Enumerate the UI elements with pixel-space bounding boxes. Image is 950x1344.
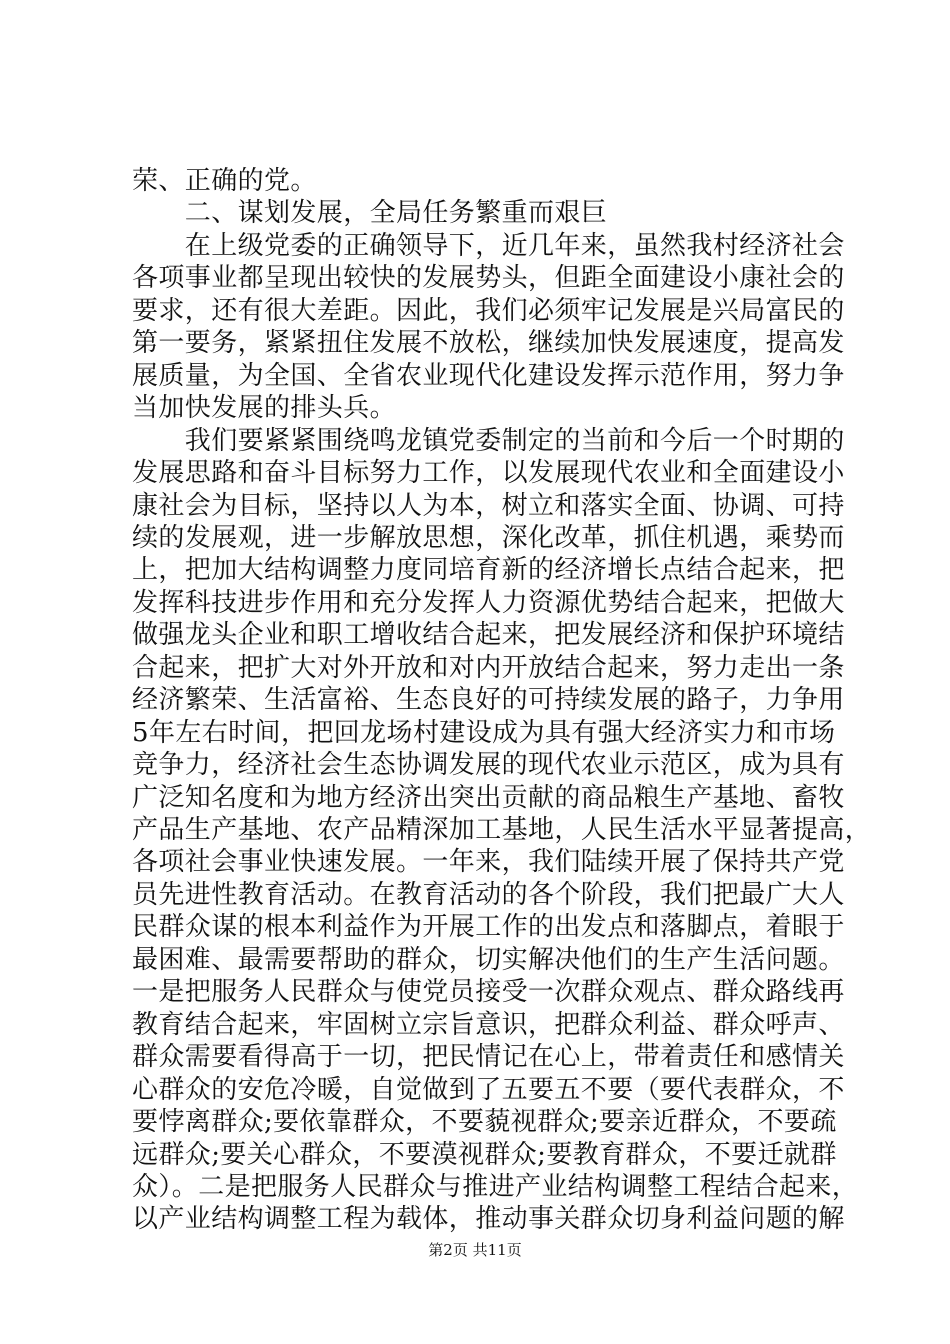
text-line: 最困难、最需要帮助的群众，切实解决他们的生产生活问题。 [132,944,845,975]
text-line: 发挥科技进步作用和充分发挥人力资源优势结合起来，把做大 [132,587,845,618]
text-line: 荣、正确的党。 [132,166,317,196]
text-line: 员先进性教育活动。在教育活动的各个阶段，我们把最广大人 [132,879,845,910]
text-line: 发展思路和奋斗目标努力工作，以发展现代农业和全面建设小 [132,458,845,489]
text-line: 群众需要看得高于一切，把民情记在心上，带着责任和感情关 [132,1042,845,1073]
text-line: 我们要紧紧围绕鸣龙镇党委制定的当前和今后一个时期的 [132,425,845,456]
text-line: 上，把加大结构调整力度同培育新的经济增长点结合起来，把 [132,555,845,586]
page-footer: 第2页 共11页 [428,1241,522,1259]
text-line: 经济繁荣、生活富裕、生态良好的可持续发展的路子，力争用 [132,685,845,716]
text-line: 民群众谋的根本利益作为开展工作的出发点和落脚点，着眼于 [132,912,845,943]
text-line: 第一要务，紧紧扭住发展不放松，继续加快发展速度，提高发 [132,328,845,359]
text-line: 心群众的安危冷暖，自觉做到了五要五不要（要代表群众，不 [132,1074,845,1105]
text-line: 要求，还有很大差距。因此，我们必须牢记发展是兴局富民的 [132,295,845,326]
text-line: 做强龙头企业和职工增收结合起来，把发展经济和保护环境结 [132,620,845,651]
text-line: 教育结合起来，牢固树立宗旨意识，把群众利益、群众呼声、 [132,1009,845,1040]
text-line: 各项社会事业快速发展。一年来，我们陆续开展了保持共产党 [132,847,845,878]
text-line: 要悖离群众;要依靠群众，不要藐视群众;要亲近群众，不要疏 [132,1107,837,1138]
text-line: 5年左右时间，把回龙场村建设成为具有强大经济实力和市场 [132,717,836,748]
text-line: 展质量，为全国、全省农业现代化建设发挥示范作用，努力争 [132,360,845,391]
text-line: 一是把服务人民群众与使党员接受一次群众观点、群众路线再 [132,977,845,1008]
text-line: 合起来，把扩大对外开放和对内开放结合起来，努力走出一条 [132,652,845,683]
text-line: 众）。二是把服务人民群众与推进产业结构调整工程结合起来， [132,1171,859,1202]
text-line: 续的发展观，进一步解放思想，深化改革，抓住机遇，乘势而 [132,522,845,553]
text-line: 康社会为目标，坚持以人为本，树立和落实全面、协调、可持 [132,490,845,521]
text-line: 远群众;要关心群众，不要漠视群众;要教育群众，不要迁就群 [132,1139,837,1170]
text-line: 各项事业都呈现出较快的发展势头，但距全面建设小康社会的 [132,263,845,294]
text-line: 产品生产基地、农产品精深加工基地，人民生活水平显著提高， [132,815,872,845]
text-line: 以产业结构调整工程为载体，推动事关群众切身利益问题的解 [132,1204,845,1235]
text-line: 在上级党委的正确领导下，近几年来，虽然我村经济社会 [132,230,845,261]
text-line: 广泛知名度和为地方经济出突出贡献的商品粮生产基地、畜牧 [132,782,845,813]
text-line: 二、谋划发展，全局任务繁重而艰巨 [132,198,608,229]
text-line: 竞争力，经济社会生态协调发展的现代农业示范区，成为具有 [132,750,845,781]
text-line: 当加快发展的排头兵。 [132,393,397,424]
